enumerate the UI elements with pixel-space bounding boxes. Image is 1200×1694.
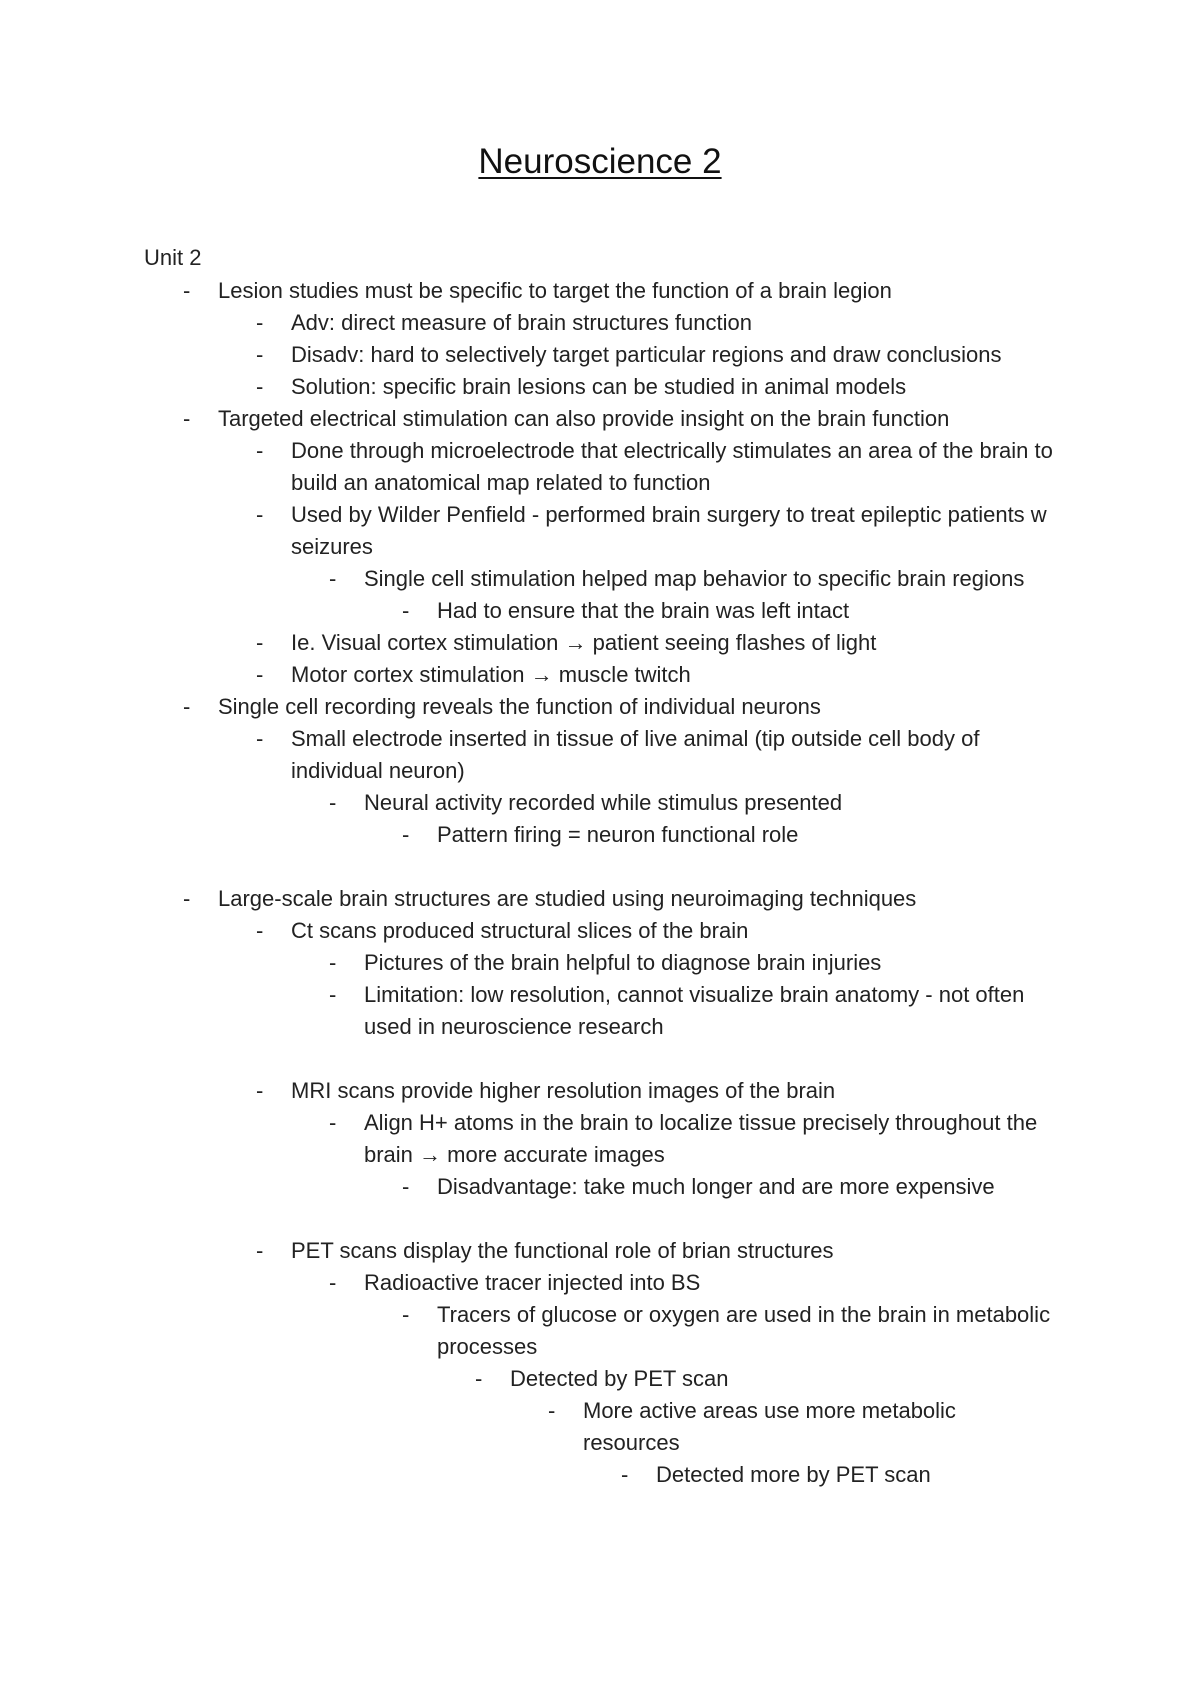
list-item-text: More active areas use more metabolic resources xyxy=(583,1398,956,1455)
bullet-dash: - xyxy=(329,1110,337,1135)
list-item-text: Neural activity recorded while stimulus presented xyxy=(364,790,843,815)
unit-heading: Unit 2 xyxy=(144,245,202,270)
bullet-dash: - xyxy=(329,982,337,1007)
list-item xyxy=(0,947,1200,979)
bullet-dash: - xyxy=(256,1238,264,1263)
list-item-text: Pictures of the brain helpful to diagnose brain injuries xyxy=(364,950,882,975)
list-item xyxy=(0,883,1200,915)
list-item xyxy=(0,339,1200,371)
bullet-dash: - xyxy=(548,1398,556,1423)
list-item-text: Single cell stimulation helped map behavior to specific brain regions xyxy=(364,566,1025,591)
list-item-text: Had to ensure that the brain was left intact xyxy=(437,598,850,623)
list-item xyxy=(0,819,1200,851)
list-item-text: Motor cortex stimulation → muscle twitch xyxy=(291,662,691,687)
bullet-dash: - xyxy=(183,278,191,303)
list-item xyxy=(0,723,1200,787)
list-item-text: Disadv: hard to selectively target particular regions and draw conclusions xyxy=(291,342,1002,367)
bullet-dash: - xyxy=(256,662,264,687)
bullet-dash: - xyxy=(329,1270,337,1295)
list-item xyxy=(0,563,1200,595)
bullet-outline xyxy=(0,275,1200,1491)
list-item-text: Small electrode inserted in tissue of live animal (tip outside cell body of individual neuron) xyxy=(291,726,980,783)
list-item-text: Align H+ atoms in the brain to localize tissue precisely throughout the brain → more accurate images xyxy=(364,1110,1038,1167)
list-item xyxy=(0,595,1200,627)
bullet-dash: - xyxy=(256,310,264,335)
list-item xyxy=(0,979,1200,1043)
list-item-text: Single cell recording reveals the function of individual neurons xyxy=(218,694,821,719)
bullet-dash: - xyxy=(256,374,264,399)
list-item xyxy=(0,1299,1200,1363)
list-item-text: Tracers of glucose or oxygen are used in the brain in metabolic processes xyxy=(437,1302,1051,1359)
bullet-dash: - xyxy=(256,438,264,463)
blank-line xyxy=(0,851,1200,883)
list-item-text: Adv: direct measure of brain structures function xyxy=(291,310,752,335)
bullet-dash: - xyxy=(402,1302,410,1327)
list-item-text: Detected by PET scan xyxy=(510,1366,729,1391)
list-item xyxy=(0,371,1200,403)
list-item-text: Disadvantage: take much longer and are more expensive xyxy=(437,1174,995,1199)
list-item xyxy=(0,1267,1200,1299)
list-item xyxy=(0,1171,1200,1203)
list-item-text: Ct scans produced structural slices of the brain xyxy=(291,918,749,943)
bullet-dash: - xyxy=(402,598,410,623)
bullet-dash: - xyxy=(256,918,264,943)
list-item-text: Pattern firing = neuron functional role xyxy=(437,822,799,847)
list-item-text: Limitation: low resolution, cannot visualize brain anatomy - not often used in neuroscience research xyxy=(364,982,1025,1039)
bullet-dash: - xyxy=(329,790,337,815)
bullet-dash: - xyxy=(183,886,191,911)
bullet-dash: - xyxy=(475,1366,483,1391)
list-item xyxy=(0,659,1200,691)
list-item xyxy=(0,1459,1200,1491)
bullet-dash: - xyxy=(621,1462,629,1487)
list-item-text: Radioactive tracer injected into BS xyxy=(364,1270,701,1295)
list-item xyxy=(0,275,1200,307)
list-item-text: Done through microelectrode that electrically stimulates an area of the brain to build an anatomical map related to function xyxy=(291,438,1053,495)
blank-line xyxy=(0,1043,1200,1075)
list-item xyxy=(0,1075,1200,1107)
bullet-dash: - xyxy=(402,1174,410,1199)
bullet-dash: - xyxy=(329,950,337,975)
list-item xyxy=(0,915,1200,947)
list-item-text: MRI scans provide higher resolution images of the brain xyxy=(291,1078,836,1103)
bullet-dash: - xyxy=(183,694,191,719)
list-item-text: PET scans display the functional role of brian structures xyxy=(291,1238,834,1263)
list-item xyxy=(0,307,1200,339)
list-item xyxy=(0,403,1200,435)
page-title: Neuroscience 2 xyxy=(478,142,722,181)
list-item-text: Large-scale brain structures are studied using neuroimaging techniques xyxy=(218,886,917,911)
list-item-text: Lesion studies must be specific to target the function of a brain legion xyxy=(218,278,892,303)
list-item xyxy=(0,627,1200,659)
blank-line xyxy=(0,1203,1200,1235)
list-item xyxy=(0,1107,1200,1171)
list-item xyxy=(0,1235,1200,1267)
list-item-text: Targeted electrical stimulation can also provide insight on the brain function xyxy=(218,406,950,431)
list-item-text: Ie. Visual cortex stimulation → patient seeing flashes of light xyxy=(291,630,877,655)
list-item xyxy=(0,499,1200,563)
bullet-dash: - xyxy=(256,630,264,655)
bullet-dash: - xyxy=(183,406,191,431)
list-item-text: Used by Wilder Penfield - performed brain surgery to treat epileptic patients w seizures xyxy=(291,502,1047,559)
list-item xyxy=(0,1395,1200,1459)
bullet-dash: - xyxy=(256,1078,264,1103)
list-item-text: Detected more by PET scan xyxy=(656,1462,931,1487)
bullet-dash: - xyxy=(256,342,264,367)
list-item xyxy=(0,787,1200,819)
list-item xyxy=(0,691,1200,723)
bullet-dash: - xyxy=(256,502,264,527)
list-item xyxy=(0,1363,1200,1395)
bullet-dash: - xyxy=(402,822,410,847)
bullet-dash: - xyxy=(329,566,337,591)
list-item-text: Solution: specific brain lesions can be studied in animal models xyxy=(291,374,907,399)
bullet-dash: - xyxy=(256,726,264,751)
list-item xyxy=(0,435,1200,499)
